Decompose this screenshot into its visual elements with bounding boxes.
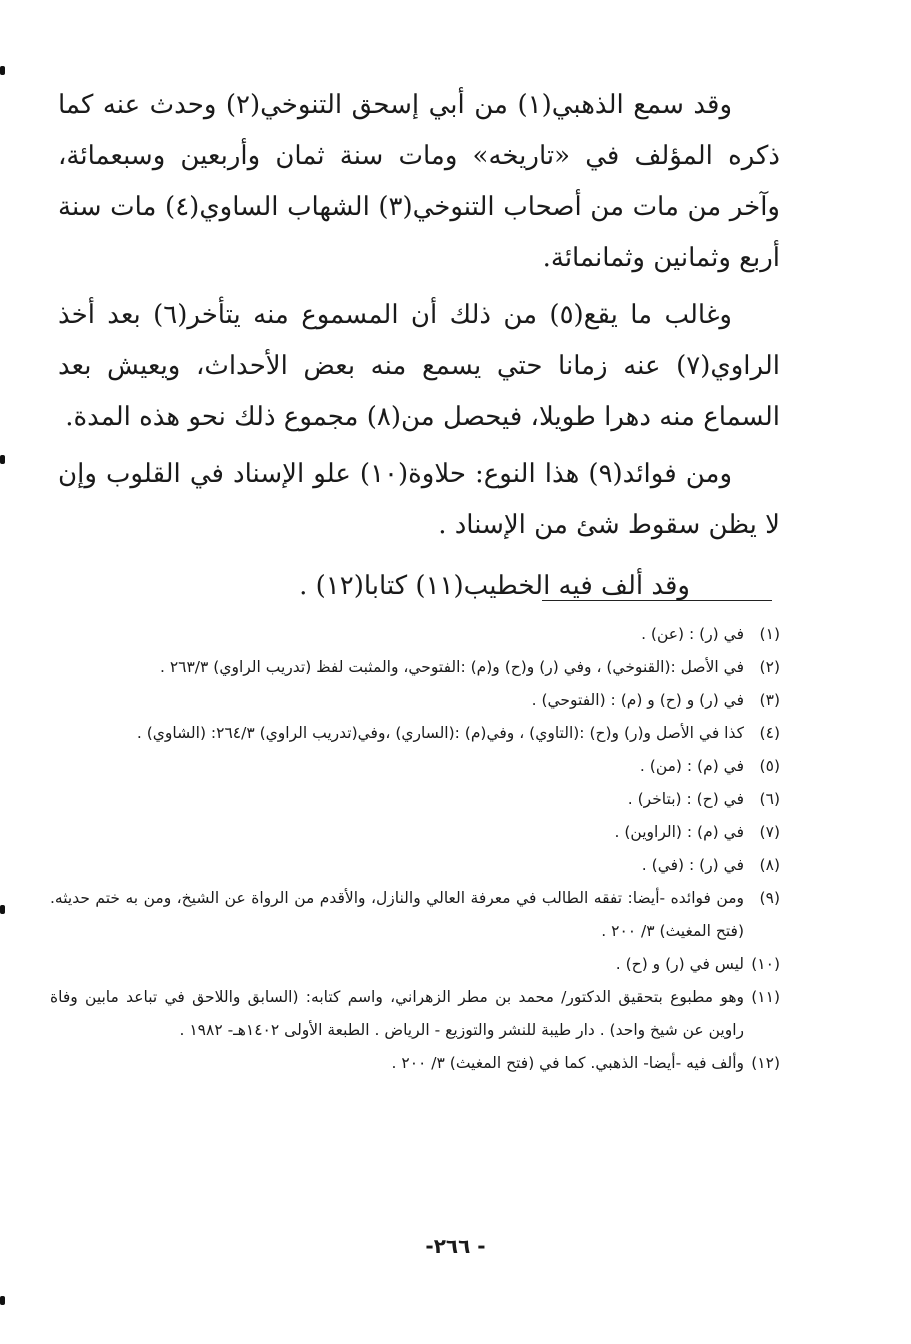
scan-mark (0, 66, 5, 75)
footnote-number: (٦) (759, 790, 780, 808)
footnote-text: ومن فوائده -أيضا: تفقه الطالب في معرفة العالي والنازل، والأقدم من الرواة عن الشيخ، ومن به ختم حديثه. (فتح المغيث) ٣/ ٢٠٠ . (50, 889, 744, 940)
footnote-text: في (ر) و (ح) و (م) : (الفتوحي) . (531, 691, 744, 709)
footnote-number: (١) (759, 625, 780, 643)
footnote-number: (٥) (759, 757, 780, 775)
footnote-number: (٣) (759, 691, 780, 709)
footnote-number: (٤) (759, 724, 780, 742)
footnote (50, 816, 780, 849)
footnote (50, 948, 780, 981)
footnote (50, 981, 780, 1047)
footnote (50, 849, 780, 882)
footnote-text: كذا في الأصل و(ر) و(ح) :(التاوي) ، وفي(م) :(الساري) ،وفي(تدريب الراوي) ٢٦٤/٣: (الشاوي) . (136, 724, 744, 742)
footnote-number: (١١) (751, 988, 780, 1006)
footnote (50, 882, 780, 948)
main-text (58, 80, 780, 618)
footnote-number: (٩) (759, 889, 780, 907)
footnote (50, 783, 780, 816)
footnote-text: في (م) : (الراوين) . (614, 823, 744, 841)
paragraph: وغالب ما يقع(٥) من ذلك أن المسموع منه يتأخر(٦) بعد أخذ الراوي(٧) عنه زمانا حتي يسمع منه بعض الأحداث، ويعيش بعد السماع منه دهرا طويلا، فيحصل من(٨) مجموع ذلك نحو هذه المدة. (58, 300, 780, 432)
page-number: - ٢٦٦- (425, 1234, 486, 1258)
footnote-separator (542, 600, 772, 601)
footnote (50, 651, 780, 684)
footnote-text: في الأصل :(القنوخي) ، وفي (ر) و(ح) و(م) :الفتوحي، والمثبت لفظ (تدريب الراوي) ٢٦٣/٣ . (159, 658, 744, 676)
paragraph: وقد ألف فيه الخطيب(١١) كتابا(١٢) . (299, 571, 690, 601)
footnote (50, 717, 780, 750)
footnote-number: (١٠) (751, 955, 780, 973)
footnote (50, 750, 780, 783)
footnote-number: (١٢) (751, 1054, 780, 1072)
footnote (50, 684, 780, 717)
paragraph: وقد سمع الذهبي(١) من أبي إسحق التنوخي(٢) وحدث عنه كما ذكره المؤلف في «تاريخه» ومات سنة ثمان وأربعين وسبعمائة، وآخر من مات من أصحاب التنوخي(٣) الشهاب الساوي(٤) مات سنة أربع وثمانين وثمانمائة. (58, 90, 780, 273)
footnote-text: في (ر) : (عن) . (641, 625, 744, 643)
scan-mark (0, 1296, 5, 1305)
footnote-text: ليس في (ر) و (ح) . (615, 955, 744, 973)
footnote-text: وهو مطبوع بتحقيق الدكتور/ محمد بن مطر الزهراني، واسم كتابه: (السابق واللاحق في تباعد مابين وفاة راوين عن شيخ واحد) . دار طيبة للنشر والتوزيع - الرياض . الطبعة الأولى ١٤٠٢هـ- ١٩٨٢ . (50, 988, 744, 1039)
footnote-number: (٧) (759, 823, 780, 841)
footnote-number: (٨) (759, 856, 780, 874)
scan-mark (0, 455, 5, 464)
footnote-number: (٢) (759, 658, 780, 676)
footnote (50, 618, 780, 651)
footnote-text: وألف فيه -أيضا- الذهبي. كما في (فتح المغيث) ٣/ ٢٠٠ . (391, 1054, 744, 1072)
footnotes (50, 618, 780, 1080)
paragraph: ومن فوائد(٩) هذا النوع: حلاوة(١٠) علو الإسناد في القلوب وإن لا يظن سقوط شئ من الإسناد . (58, 459, 780, 540)
footnote-text: في (ر) : (في) . (641, 856, 744, 874)
footnote-text: في (م) : (من) . (639, 757, 744, 775)
footnote-text: في (ح) : (بتاخر) . (627, 790, 744, 808)
footnote (50, 1047, 780, 1080)
scan-mark (0, 905, 5, 914)
